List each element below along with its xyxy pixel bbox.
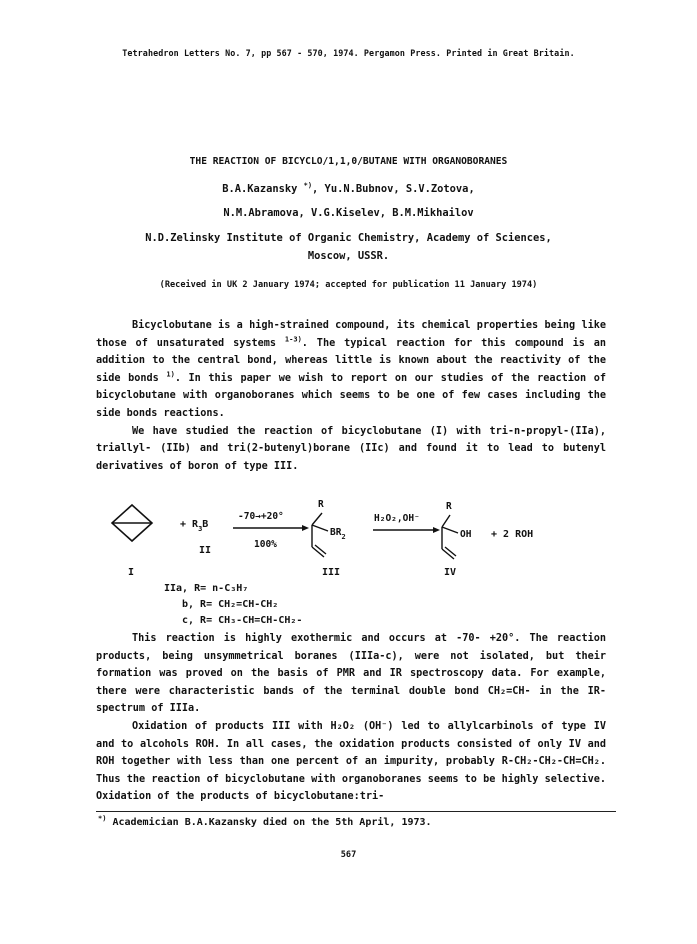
intro-text [96,317,606,475]
received-dates: (Received in UK 2 January 1974; accepted for publication 11 January 1974) [159,280,538,290]
bicyclobutane-structure [112,505,152,541]
legend-IIa: IIa, R= n-C₃H₇ [164,583,249,594]
label-I: I [128,567,135,578]
legend-IIc: c, R= CH₃-CH=CH-CH₂- [182,615,303,625]
III-R-label: R [318,499,324,510]
reaction-scheme [96,485,606,625]
running-header: Tetrahedron Letters No. 7, pp 567 - 570, 1974. Pergamon Press. Printed in Great Britain. [122,48,575,58]
III-BR2-label: $BR_2$ [330,527,346,541]
IV-R-label: R [446,501,452,512]
legend-IIb: b, R= CH₂=CH-CH₂ [182,599,279,610]
product-III-structure [312,513,328,557]
footnote-rule [96,811,616,812]
page-number: 567 [340,850,357,860]
authors-line-1: B.A.Kazansky *), Yu.N.Bubnov, S.V.Zotova, [222,181,475,195]
article-title: THE REACTION OF BICYCLO/1,1,0/BUTANE WITH ORGANOBORANES [189,156,508,167]
label-IV: IV [444,567,457,578]
paragraph-1: Bicyclobutane is a high-strained compound, its chemical properties being like those of unsaturated systems $^{1-3)}$. The typical reaction for this compound is an addition to the central bond, whereas little is known about the reactivity of the side bonds $^{1)}$. In this paper we wish to report on our studies of the reaction of bicyclobutane with organoboranes which seems to be one of few cases including the side bonds reactions. [96,320,607,419]
paragraph-4: Oxidation of products III with H₂O₂ (OH⁻) led to allylcarbinols of type IV and to alcohols ROH. In all cases, the oxidation products consisted of only IV and ROH together with less than one percent of an impurity, probably R-CH₂-CH₂-CH=CH₂. Thus the reaction of bicyclobutane with organoboranes seems to be highly selective. Oxidation of the products of bicyclobutane:tri- [96,720,606,803]
paragraph-2: We have studied the reaction of bicyclobutane (I) with tri-n-propyl-(IIa), triallyl- (IIb) and tri(2-butenyl)borane (IIc) and found it to lead to butenyl derivatives of boron of type III. [96,425,606,472]
label-II: II [199,545,212,556]
results-text [96,630,606,806]
product-IV-structure [442,515,458,559]
affiliation-line-1: N.D.Zelinsky Institute of Organic Chemistry, Academy of Sciences, [145,232,552,244]
authors-line-2: N.M.Abramova, V.G.Kiselev, B.M.Mikhailov [223,207,474,219]
paragraph-3: This reaction is highly exothermic and occurs at -70- +20°. The reaction products, being unsymmetrical boranes (IIIa-c), were not isolated, but their formation was proved on the basis of PMR and IR spectroscopy data. For example, there were characteristic bands of the terminal double bond CH₂=CH- in the IR-spectrum of IIIa. [96,633,606,715]
conditions-temperature: -70→+20° [238,511,284,522]
label-III: III [322,567,341,578]
affiliation-line-2: Moscow, USSR. [307,250,390,262]
footnote: *) Academician B.A.Kazansky died on the 5th April, 1973. [98,814,432,828]
IV-OH-label: OH [460,529,472,540]
footnote-mark: *) [303,181,313,190]
byproduct-2roh: + 2 ROH [491,529,534,540]
conditions-yield: 100% [254,539,277,550]
reagent-r3b: + $R_3B$ [180,519,209,533]
oxidation-conditions: H₂O₂,OH⁻ [374,513,420,524]
